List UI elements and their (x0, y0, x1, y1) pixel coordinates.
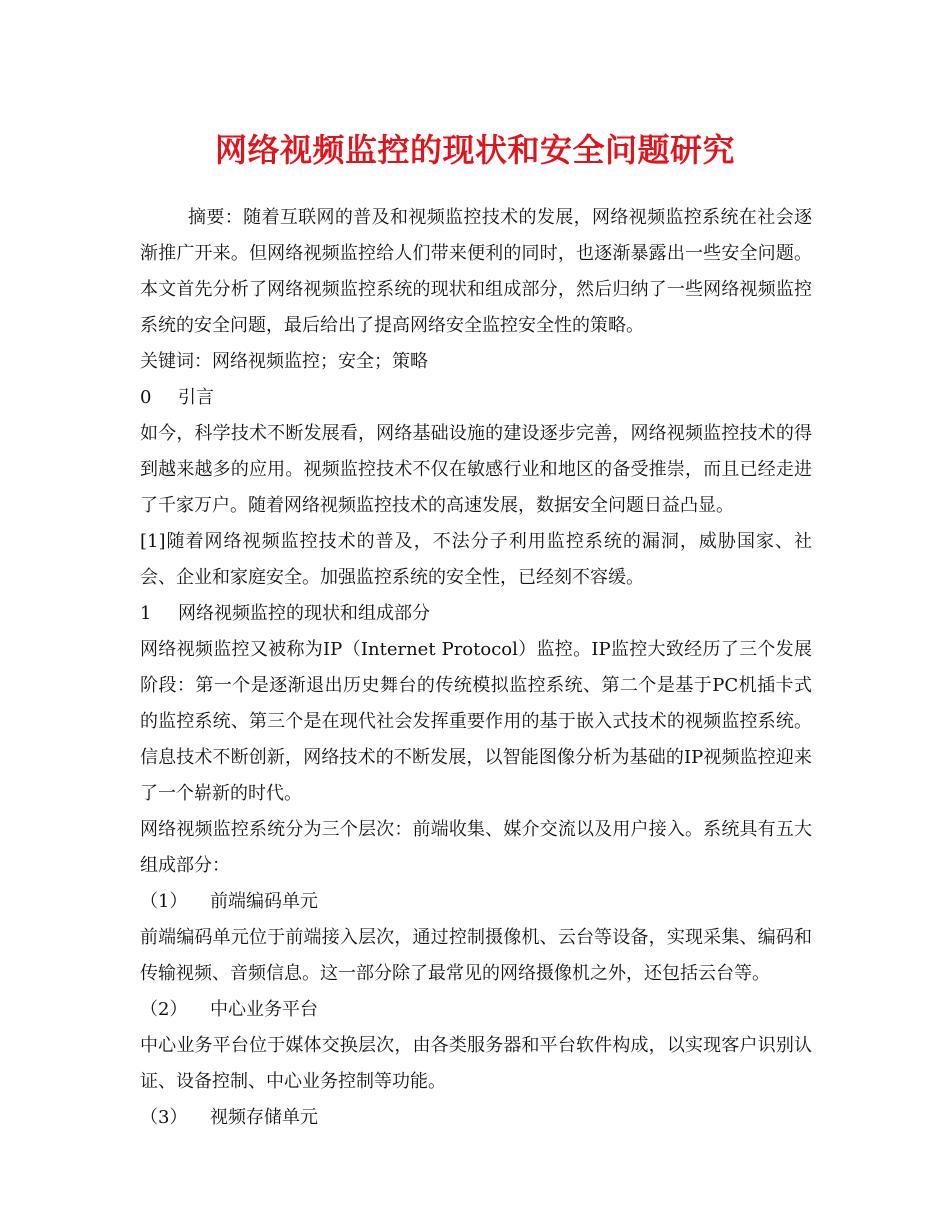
intro-paragraph-2: [1]随着网络视频监控技术的普及，不法分子利用监控系统的漏洞，威胁国家、社会、企业和家庭安全。加强监控系统的安全性，已经刻不容缓。 (140, 531, 812, 588)
section-title: 网络视频监控的现状和组成部分 (178, 603, 430, 624)
section-heading-1 (140, 596, 812, 632)
list-item-title: 中心业务平台 (210, 999, 318, 1020)
section-number: 0 (140, 387, 152, 408)
list-item-paragraph-1: 前端编码单元位于前端接入层次，通过控制摄像机、云台等设备，实现采集、编码和传输视频、音频信息。这一部分除了最常见的网络摄像机之外，还包括云台等。 (140, 927, 812, 984)
list-item-number: （2） (140, 999, 188, 1020)
document-title: 网络视频监控的现状和安全问题研究 (214, 131, 735, 169)
document-body (140, 200, 812, 1136)
section-title: 引言 (178, 387, 214, 408)
list-item-paragraph-2: 中心业务平台位于媒体交换层次，由各类服务器和平台软件构成，以实现客户识别认证、设备控制、中心业务控制等功能。 (140, 1035, 812, 1092)
list-item-number: （3） (140, 1107, 188, 1128)
list-item-heading-2 (140, 992, 812, 1028)
list-item-number: （1） (140, 891, 188, 912)
intro-paragraph-1: 如今，科学技术不断发展看，网络基础设施的建设逐步完善，网络视频监控技术的得到越来越多的应用。视频监控技术不仅在敏感行业和地区的备受推崇，而且已经走进了千家万户。随着网络视频监控技术的高速发展，数据安全问题日益凸显。 (140, 423, 812, 516)
section1-paragraph-1: 网络视频监控又被称为IP（Internet Protocol）监控。IP监控大致经历了三个发展阶段：第一个是逐渐退出历史舞台的传统模拟监控系统、第二个是基于PC机插卡式的监控系统、第三个是在现代社会发挥重要作用的基于嵌入式技术的视频监控系统。信息技术不断创新，网络技术的不断发展，以智能图像分析为基础的IP视频监控迎来了一个崭新的时代。 (140, 639, 812, 804)
list-item-title: 前端编码单元 (210, 891, 318, 912)
section-heading-0 (140, 380, 812, 416)
keywords-line: 关键词：网络视频监控；安全；策略 (140, 351, 428, 372)
section1-paragraph-2: 网络视频监控系统分为三个层次：前端收集、媒介交流以及用户接入。系统具有五大组成部分： (140, 819, 812, 876)
abstract-paragraph: 摘要：随着互联网的普及和视频监控技术的发展，网络视频监控系统在社会逐渐推广开来。但网络视频监控给人们带来便利的同时，也逐渐暴露出一些安全问题。本文首先分析了网络视频监控系统的现状和组成部分，然后归纳了一些网络视频监控系统的安全问题，最后给出了提高网络安全监控安全性的策略。 (140, 207, 812, 336)
list-item-heading-3 (140, 1100, 812, 1136)
list-item-title: 视频存储单元 (210, 1107, 318, 1128)
section-number: 1 (140, 603, 152, 624)
list-item-heading-1 (140, 884, 812, 920)
